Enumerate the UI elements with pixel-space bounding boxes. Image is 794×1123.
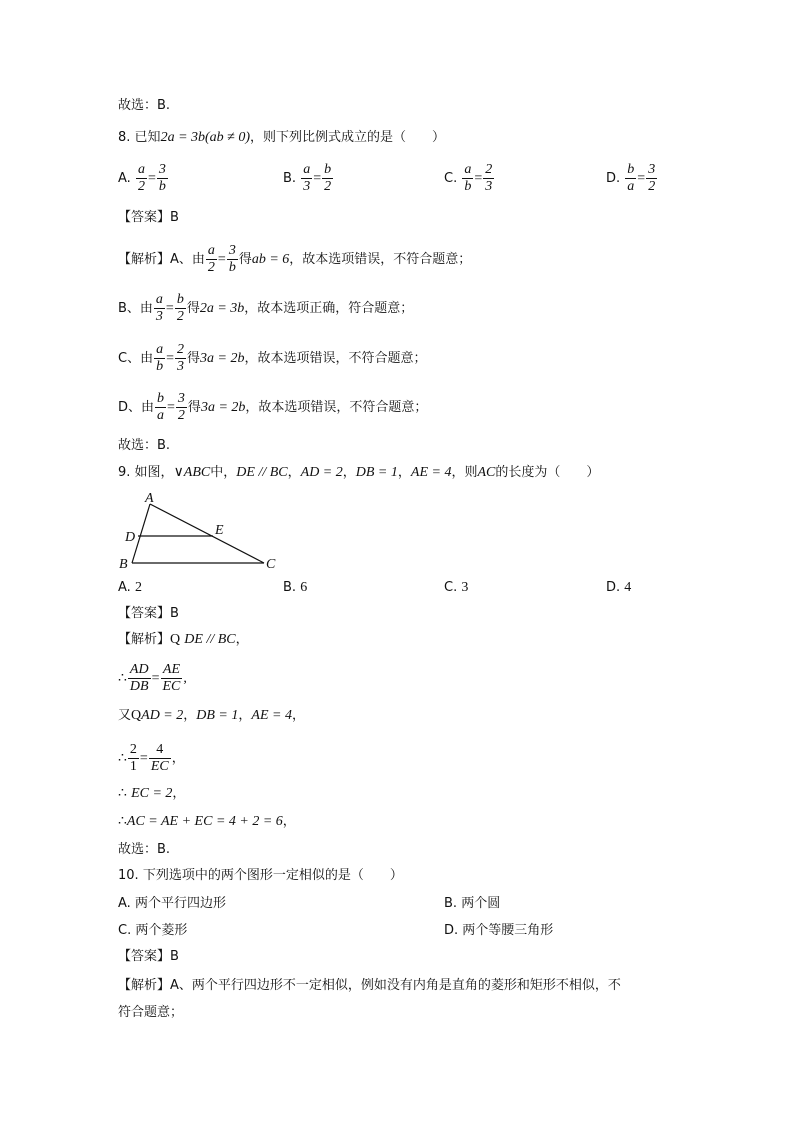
q9-stem-c: ，则 <box>451 465 478 480</box>
frac-num: 3 <box>158 162 166 177</box>
step-result: ab = 6 <box>251 252 290 267</box>
q9-number: 9. <box>118 465 131 480</box>
step-mid: 得 <box>186 351 200 366</box>
q9-target: AC <box>477 465 496 480</box>
q9-triangle: ∨ABC <box>173 465 211 480</box>
frac-den: 3 <box>303 179 311 194</box>
q9-analysis-5: ∴ EC = 2， <box>118 786 186 801</box>
q8-analysis-c: C、由 $\frac{a}{b}$ = $\frac{2}{3}$ 得3a = 2b，故本选项错误，不符合题意； <box>118 342 427 374</box>
q9-stem: 9. 如图，∨ABC中，DE // BC，AD = 2，DB = 1，AE = 4，则AC的长度为（ ） <box>118 465 600 480</box>
vertex-label-e: E <box>215 523 224 538</box>
frac-den: 2 <box>207 260 215 275</box>
frac-den: b <box>156 359 164 374</box>
q10-option-d: D. 两个等腰三角形 <box>444 923 554 938</box>
q8-option-b: B. $\frac{a}{3}$ = $\frac{b}{2}$ <box>283 162 332 194</box>
frac-num: 3 <box>648 162 656 177</box>
vertex-label-b: B <box>119 557 128 572</box>
step-lead: D、由 <box>118 400 155 415</box>
step-result: 3a = 2b <box>200 400 246 415</box>
q9-condition-4: AE = 4 <box>410 465 452 480</box>
q8-condition: 2a = 3b <box>160 130 206 145</box>
q8-paren-condition: (ab ≠ 0) <box>205 130 251 145</box>
q9-option-d: D. 4 <box>606 580 632 595</box>
q9-conclusion: 故选：B. <box>118 842 171 857</box>
q9-stem-a: 如图， <box>134 465 174 480</box>
frac-num: 3 <box>177 391 185 406</box>
option-label: A. <box>118 171 131 186</box>
q10-stem-text: 下列选项中的两个图形一定相似的是（ ） <box>142 868 403 883</box>
step-tail: ，故本选项错误，不符合题意； <box>289 252 472 267</box>
frac-den: 3 <box>176 359 184 374</box>
step-tail: ，故本选项错误，不符合题意； <box>245 400 428 415</box>
frac-num: a <box>156 342 164 357</box>
frac-den: 2 <box>648 179 656 194</box>
q8-number: 8. <box>118 130 131 145</box>
frac-num: b <box>324 162 332 177</box>
prev-conclusion: 故选：B. <box>118 98 171 113</box>
frac-num: a <box>207 243 215 258</box>
option-label: C. <box>444 171 458 186</box>
frac-den: 2 <box>176 309 184 324</box>
frac-den: 3 <box>155 309 163 324</box>
frac-den: b <box>158 179 166 194</box>
q8-analysis-d: D、由 $\frac{b}{a}$ = $\frac{3}{2}$ 得3a = 2b，故本选项错误，不符合题意； <box>118 391 428 423</box>
q9-analysis-2: ∴ $\frac{AD}{DB}$ = $\frac{AE}{EC}$ , <box>118 662 187 694</box>
analysis-tag: 【解析】 <box>118 252 171 267</box>
q9-condition-3: DB = 1 <box>355 465 398 480</box>
step-tail: ，故本选项错误，不符合题意； <box>244 351 427 366</box>
frac-num: b <box>627 162 635 177</box>
q9-stem-b: 中， <box>210 465 237 480</box>
frac-num: a <box>303 162 311 177</box>
q8-analysis-b: B、由 $\frac{a}{3}$ = $\frac{b}{2}$ 得2a = 3b，故本选项正确，符合题意； <box>118 292 414 324</box>
q8-option-c: C. $\frac{a}{b}$ = $\frac{2}{3}$ <box>444 162 493 194</box>
frac-num: 2 <box>176 342 184 357</box>
frac-num: 3 <box>228 243 236 258</box>
frac-num: 2 <box>485 162 493 177</box>
frac-den: b <box>464 179 472 194</box>
option-label: B. <box>283 171 297 186</box>
q9-triangle-figure <box>114 488 289 573</box>
q9-condition-2: AD = 2 <box>300 465 343 480</box>
q9-condition-1: DE // BC <box>236 465 288 480</box>
q9-option-a: A. 2 <box>118 580 142 595</box>
q8-option-a: A. $\frac{a}{2}$ = $\frac{3}{b}$ <box>118 162 166 194</box>
frac-den: 2 <box>324 179 332 194</box>
step-lead: B、由 <box>118 301 153 316</box>
q8-analysis-a: 【解析】A、由 $\frac{a}{2}$ = $\frac{3}{b}$ 得ab = 6，故本选项错误，不符合题意； <box>118 243 472 275</box>
frac-den: 3 <box>485 179 493 194</box>
frac-num: b <box>176 292 184 307</box>
q9-analysis-4: ∴ $\frac{2}{1}$ = $\frac{4}{EC}$ ， <box>118 742 185 774</box>
option-label: D. <box>606 171 621 186</box>
frac-den: a <box>157 408 165 423</box>
vertex-label-c: C <box>266 557 276 572</box>
step-result: 2a = 3b <box>199 301 245 316</box>
q8-prefix: 已知 <box>134 130 161 145</box>
q9-option-c: C. 3 <box>444 580 469 595</box>
q9-stem-d: 的长度为（ ） <box>495 465 600 480</box>
frac-num: b <box>157 391 165 406</box>
step-lead: A、由 <box>170 252 205 267</box>
vertex-label-d: D <box>125 530 136 545</box>
step-result: 3a = 2b <box>200 351 245 366</box>
q10-analysis-line-2: 符合题意； <box>118 1005 184 1020</box>
frac-num: a <box>137 162 145 177</box>
q10-analysis-line-1: 【解析】A、两个平行四边形不一定相似，例如没有内角是直角的菱形和矩形不相似，不 <box>118 978 621 993</box>
step-mid: 得 <box>187 400 201 415</box>
step-lead: C、由 <box>118 351 154 366</box>
q8-option-d: D. $\frac{b}{a}$ = $\frac{3}{2}$ <box>606 162 656 194</box>
q9-option-b: B. 6 <box>283 580 308 595</box>
frac-den: a <box>627 179 635 194</box>
step-tail: ，故本选项正确，符合题意； <box>244 301 414 316</box>
q8-stem <box>118 128 445 148</box>
q9-analysis-1: 【解析】Q DE // BC， <box>118 632 249 647</box>
vertex-label-a: A <box>145 491 154 506</box>
q8-stem-rest: ，则下列比例式成立的是（ ） <box>250 130 446 145</box>
frac-num: a <box>464 162 472 177</box>
q10-stem <box>118 866 403 886</box>
q10-option-b: B. 两个圆 <box>444 896 501 911</box>
q9-analysis-6: ∴AC = AE + EC = 4 + 2 = 6， <box>118 814 296 829</box>
q10-answer: 【答案】B <box>118 949 179 964</box>
q9-analysis-3: 又QAD = 2，DB = 1，AE = 4， <box>118 708 305 723</box>
q8-conclusion: 故选：B. <box>118 438 171 453</box>
q10-number: 10. <box>118 868 139 883</box>
frac-den: 2 <box>137 179 145 194</box>
frac-num: a <box>155 292 163 307</box>
step-mid: 得 <box>238 252 252 267</box>
frac-den: b <box>228 260 236 275</box>
q10-option-c: C. 两个菱形 <box>118 923 188 938</box>
q10-option-a: A. 两个平行四边形 <box>118 896 226 911</box>
q9-answer: 【答案】B <box>118 606 179 621</box>
q8-answer: 【答案】B <box>118 210 179 225</box>
step-mid: 得 <box>186 301 200 316</box>
frac-den: 2 <box>177 408 185 423</box>
